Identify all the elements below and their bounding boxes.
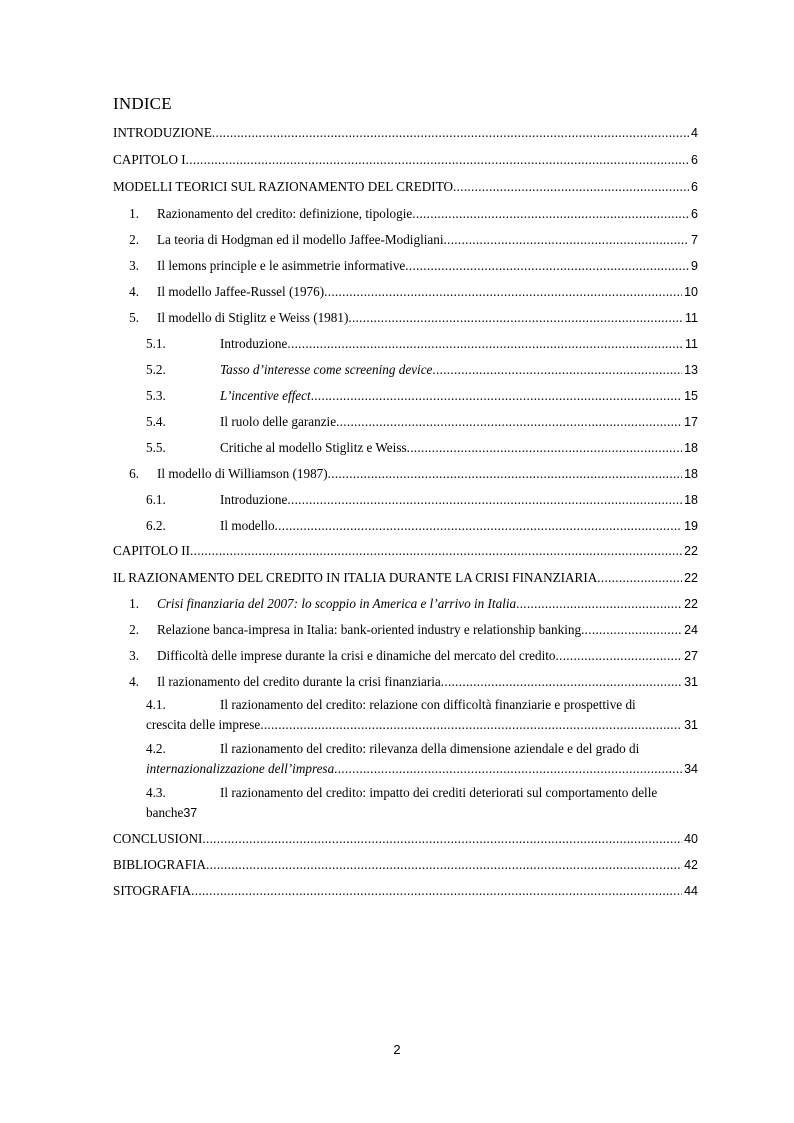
toc-entry-capitolo-2[interactable] bbox=[113, 542, 698, 560]
toc-entry-number: 2. bbox=[129, 232, 139, 247]
toc-entry-page: 9 bbox=[691, 259, 698, 273]
leader-dots bbox=[412, 205, 689, 223]
toc-entry-5-2[interactable] bbox=[113, 361, 698, 379]
toc-entry-title: Il razionamento del credito durante la crisi finanziaria bbox=[157, 674, 441, 689]
toc-entry-title: Introduzione bbox=[220, 336, 288, 351]
leader-dots bbox=[348, 309, 683, 327]
toc-entry-1-1[interactable] bbox=[113, 205, 698, 223]
toc-entry-2-3[interactable] bbox=[113, 647, 698, 665]
leader-dots bbox=[444, 231, 690, 249]
toc-entry-title: Critiche al modello Stiglitz e Weiss bbox=[220, 440, 407, 455]
toc-entry-title: Il ruolo delle garanzie bbox=[220, 414, 337, 429]
toc-entry-page: 40 bbox=[684, 832, 698, 846]
toc-entry-page: 15 bbox=[684, 389, 698, 403]
toc-entry-page: 6 bbox=[691, 153, 698, 167]
toc-entry-title: La teoria di Hodgman ed il modello Jaffee-Modigliani bbox=[157, 232, 444, 247]
leader-dots bbox=[516, 595, 682, 613]
toc-entry-number: 1. bbox=[129, 206, 139, 221]
toc-entry-title-line2: crescita delle imprese bbox=[146, 717, 261, 732]
leader-dots bbox=[453, 178, 689, 196]
toc-entry-title-line1: Il razionamento del credito: relazione con difficoltà finanziarie e prospettive di bbox=[220, 697, 636, 712]
leader-dots bbox=[441, 673, 682, 691]
toc-entry-page: 17 bbox=[684, 415, 698, 429]
toc-entry-title-line2: internazionalizzazione dell’impresa bbox=[146, 761, 335, 776]
toc-entry-page: 13 bbox=[684, 363, 698, 377]
toc-entry-title: Il modello di Williamson (1987) bbox=[157, 466, 328, 481]
toc-entry-number: 6.2. bbox=[146, 518, 166, 533]
toc-entry-title: Il modello di Stiglitz e Weiss (1981) bbox=[157, 310, 349, 325]
toc-entry-page: 19 bbox=[684, 519, 698, 533]
toc-entry-number: 3. bbox=[129, 258, 139, 273]
toc-entry-number: 4. bbox=[129, 674, 139, 689]
leader-dots bbox=[206, 856, 682, 874]
toc-entry-conclusioni[interactable] bbox=[113, 830, 698, 848]
toc-entry-number: 5. bbox=[129, 310, 139, 325]
toc-entry-5-3[interactable] bbox=[113, 387, 698, 405]
toc-entry-number: 4.1. bbox=[146, 697, 166, 712]
leader-dots bbox=[311, 387, 682, 405]
leader-dots bbox=[328, 465, 682, 483]
toc-entry-page: 22 bbox=[684, 544, 698, 558]
leader-dots bbox=[556, 647, 683, 665]
toc-entry-page: 27 bbox=[684, 649, 698, 663]
toc-entry-page: 7 bbox=[691, 233, 698, 247]
toc-entry-number: 2. bbox=[129, 622, 139, 637]
toc-entry-title-line1: Il razionamento del credito: rilevanza della dimensione aziendale e del grado di bbox=[220, 741, 640, 756]
leader-dots bbox=[334, 759, 682, 779]
leader-dots bbox=[191, 882, 682, 900]
toc-entry-title: Difficoltà delle imprese durante la crisi e dinamiche del mercato del credito bbox=[157, 648, 556, 663]
toc-entry-6-2[interactable] bbox=[113, 517, 698, 535]
toc-entry-number: 6.1. bbox=[146, 492, 166, 507]
leader-dots bbox=[287, 491, 682, 509]
toc-entry-4-3[interactable] bbox=[113, 783, 698, 823]
toc-entry-1-6[interactable] bbox=[113, 465, 698, 483]
toc-entry-number: 5.5. bbox=[146, 440, 166, 455]
toc-entry-title: CAPITOLO II bbox=[113, 543, 191, 558]
leader-dots bbox=[202, 830, 682, 848]
toc-entry-title: INTRODUZIONE bbox=[113, 125, 212, 140]
leader-dots bbox=[212, 124, 689, 142]
toc-entry-title: MODELLI TEORICI SUL RAZIONAMENTO DEL CREDITO bbox=[113, 179, 454, 194]
toc-entry-1-3[interactable] bbox=[113, 257, 698, 275]
toc-entry-page: 6 bbox=[691, 207, 698, 221]
toc-entry-6-1[interactable] bbox=[113, 491, 698, 509]
toc-entry-number: 4.2. bbox=[146, 741, 166, 756]
toc-entry-title: SITOGRAFIA bbox=[113, 883, 192, 898]
toc-entry-title: Relazione banca-impresa in Italia: bank-oriented industry e relationship banking bbox=[157, 622, 582, 637]
toc-entry-title: IL RAZIONAMENTO DEL CREDITO IN ITALIA DURANTE LA CRISI FINANZIARIA bbox=[113, 570, 598, 585]
toc-entry-page: 11 bbox=[685, 311, 698, 325]
toc-entry-page: 44 bbox=[684, 884, 698, 898]
leader-dots bbox=[432, 361, 682, 379]
leader-dots bbox=[405, 257, 689, 275]
toc-entry-5-1[interactable] bbox=[113, 335, 698, 353]
leader-dots bbox=[287, 335, 683, 353]
toc-entry-modelli-teorici[interactable] bbox=[113, 178, 698, 196]
toc-entry-number: 5.3. bbox=[146, 388, 166, 403]
toc-entry-title: Tasso d’interesse come screening device bbox=[220, 362, 433, 377]
toc-entry-page: 42 bbox=[684, 858, 698, 872]
toc-entry-introduzione[interactable] bbox=[113, 124, 698, 142]
leader-dots bbox=[581, 621, 682, 639]
toc-entry-title: Crisi finanziaria del 2007: lo scoppio in America e l’arrivo in Italia bbox=[157, 596, 517, 611]
leader-dots bbox=[190, 542, 682, 560]
toc-entry-5-5[interactable] bbox=[113, 439, 698, 457]
toc-entry-number: 3. bbox=[129, 648, 139, 663]
toc-entry-page: 31 bbox=[684, 675, 698, 689]
leader-dots bbox=[260, 715, 682, 735]
leader-dots bbox=[186, 151, 689, 169]
toc-entry-title: Il modello Jaffee-Russel (1976) bbox=[157, 284, 325, 299]
toc-entry-page: 34 bbox=[684, 762, 698, 776]
leader-dots bbox=[407, 439, 683, 457]
toc-entry-page: 10 bbox=[684, 285, 698, 299]
toc-entry-title: Razionamento del credito: definizione, tipologie bbox=[157, 206, 413, 221]
toc-entry-1-4[interactable] bbox=[113, 283, 698, 301]
toc-entry-1-5[interactable] bbox=[113, 309, 698, 327]
toc-entry-sitografia[interactable] bbox=[113, 882, 698, 900]
toc-entry-page: 37 bbox=[183, 806, 198, 820]
toc-entry-title-line2: banche bbox=[146, 805, 184, 820]
toc-heading: INDICE bbox=[113, 94, 172, 113]
toc-entry-page: 24 bbox=[684, 623, 698, 637]
toc-entry-2-2[interactable] bbox=[113, 621, 698, 639]
toc-entry-page: 22 bbox=[684, 597, 698, 611]
toc-entry-title: CAPITOLO I bbox=[113, 152, 186, 167]
leader-dots bbox=[597, 569, 682, 587]
toc-entry-page: 31 bbox=[684, 718, 698, 732]
toc-entry-page: 18 bbox=[684, 467, 698, 481]
toc-entry-4-1[interactable] bbox=[113, 695, 698, 735]
page-number: 2 bbox=[393, 1042, 401, 1057]
toc-entry-title-line1: Il razionamento del credito: impatto dei crediti deteriorati sul comportamento delle bbox=[220, 785, 658, 800]
toc-entry-razionamento-italia[interactable] bbox=[113, 569, 698, 587]
toc-entry-capitolo-1[interactable] bbox=[113, 151, 698, 169]
toc-entry-number: 5.2. bbox=[146, 362, 166, 377]
toc-entry-title: Introduzione bbox=[220, 492, 288, 507]
toc-entry-page: 22 bbox=[684, 571, 698, 585]
toc-entry-title: CONCLUSIONI bbox=[113, 831, 203, 846]
toc-entry-title: Il lemons principle e le asimmetrie informative bbox=[157, 258, 406, 273]
toc-entry-number: 4.3. bbox=[146, 785, 166, 800]
toc-entry-number: 5.4. bbox=[146, 414, 166, 429]
toc-entry-title: BIBLIOGRAFIA bbox=[113, 857, 207, 872]
toc-entry-page: 4 bbox=[691, 126, 698, 140]
leader-dots bbox=[336, 413, 682, 431]
toc-entry-page: 18 bbox=[684, 441, 698, 455]
toc-entry-page: 11 bbox=[685, 337, 698, 351]
toc-entry-4-2[interactable] bbox=[113, 739, 698, 779]
toc-entry-number: 1. bbox=[129, 596, 139, 611]
toc-entry-5-4[interactable] bbox=[113, 413, 698, 431]
toc-entry-number: 4. bbox=[129, 284, 139, 299]
toc-entry-title: Il modello bbox=[220, 518, 275, 533]
toc-entry-title: L’incentive effect bbox=[220, 388, 311, 403]
toc-entry-page: 6 bbox=[691, 180, 698, 194]
toc-entry-1-2[interactable] bbox=[113, 231, 698, 249]
toc-entry-bibliografia[interactable] bbox=[113, 856, 698, 874]
toc-entry-number: 6. bbox=[129, 466, 139, 481]
leader-dots bbox=[275, 517, 683, 535]
toc-entry-page: 18 bbox=[684, 493, 698, 507]
toc-entry-2-4[interactable] bbox=[113, 673, 698, 691]
toc-entry-number: 5.1. bbox=[146, 336, 166, 351]
toc-entry-2-1[interactable] bbox=[113, 595, 698, 613]
leader-dots bbox=[324, 283, 682, 301]
